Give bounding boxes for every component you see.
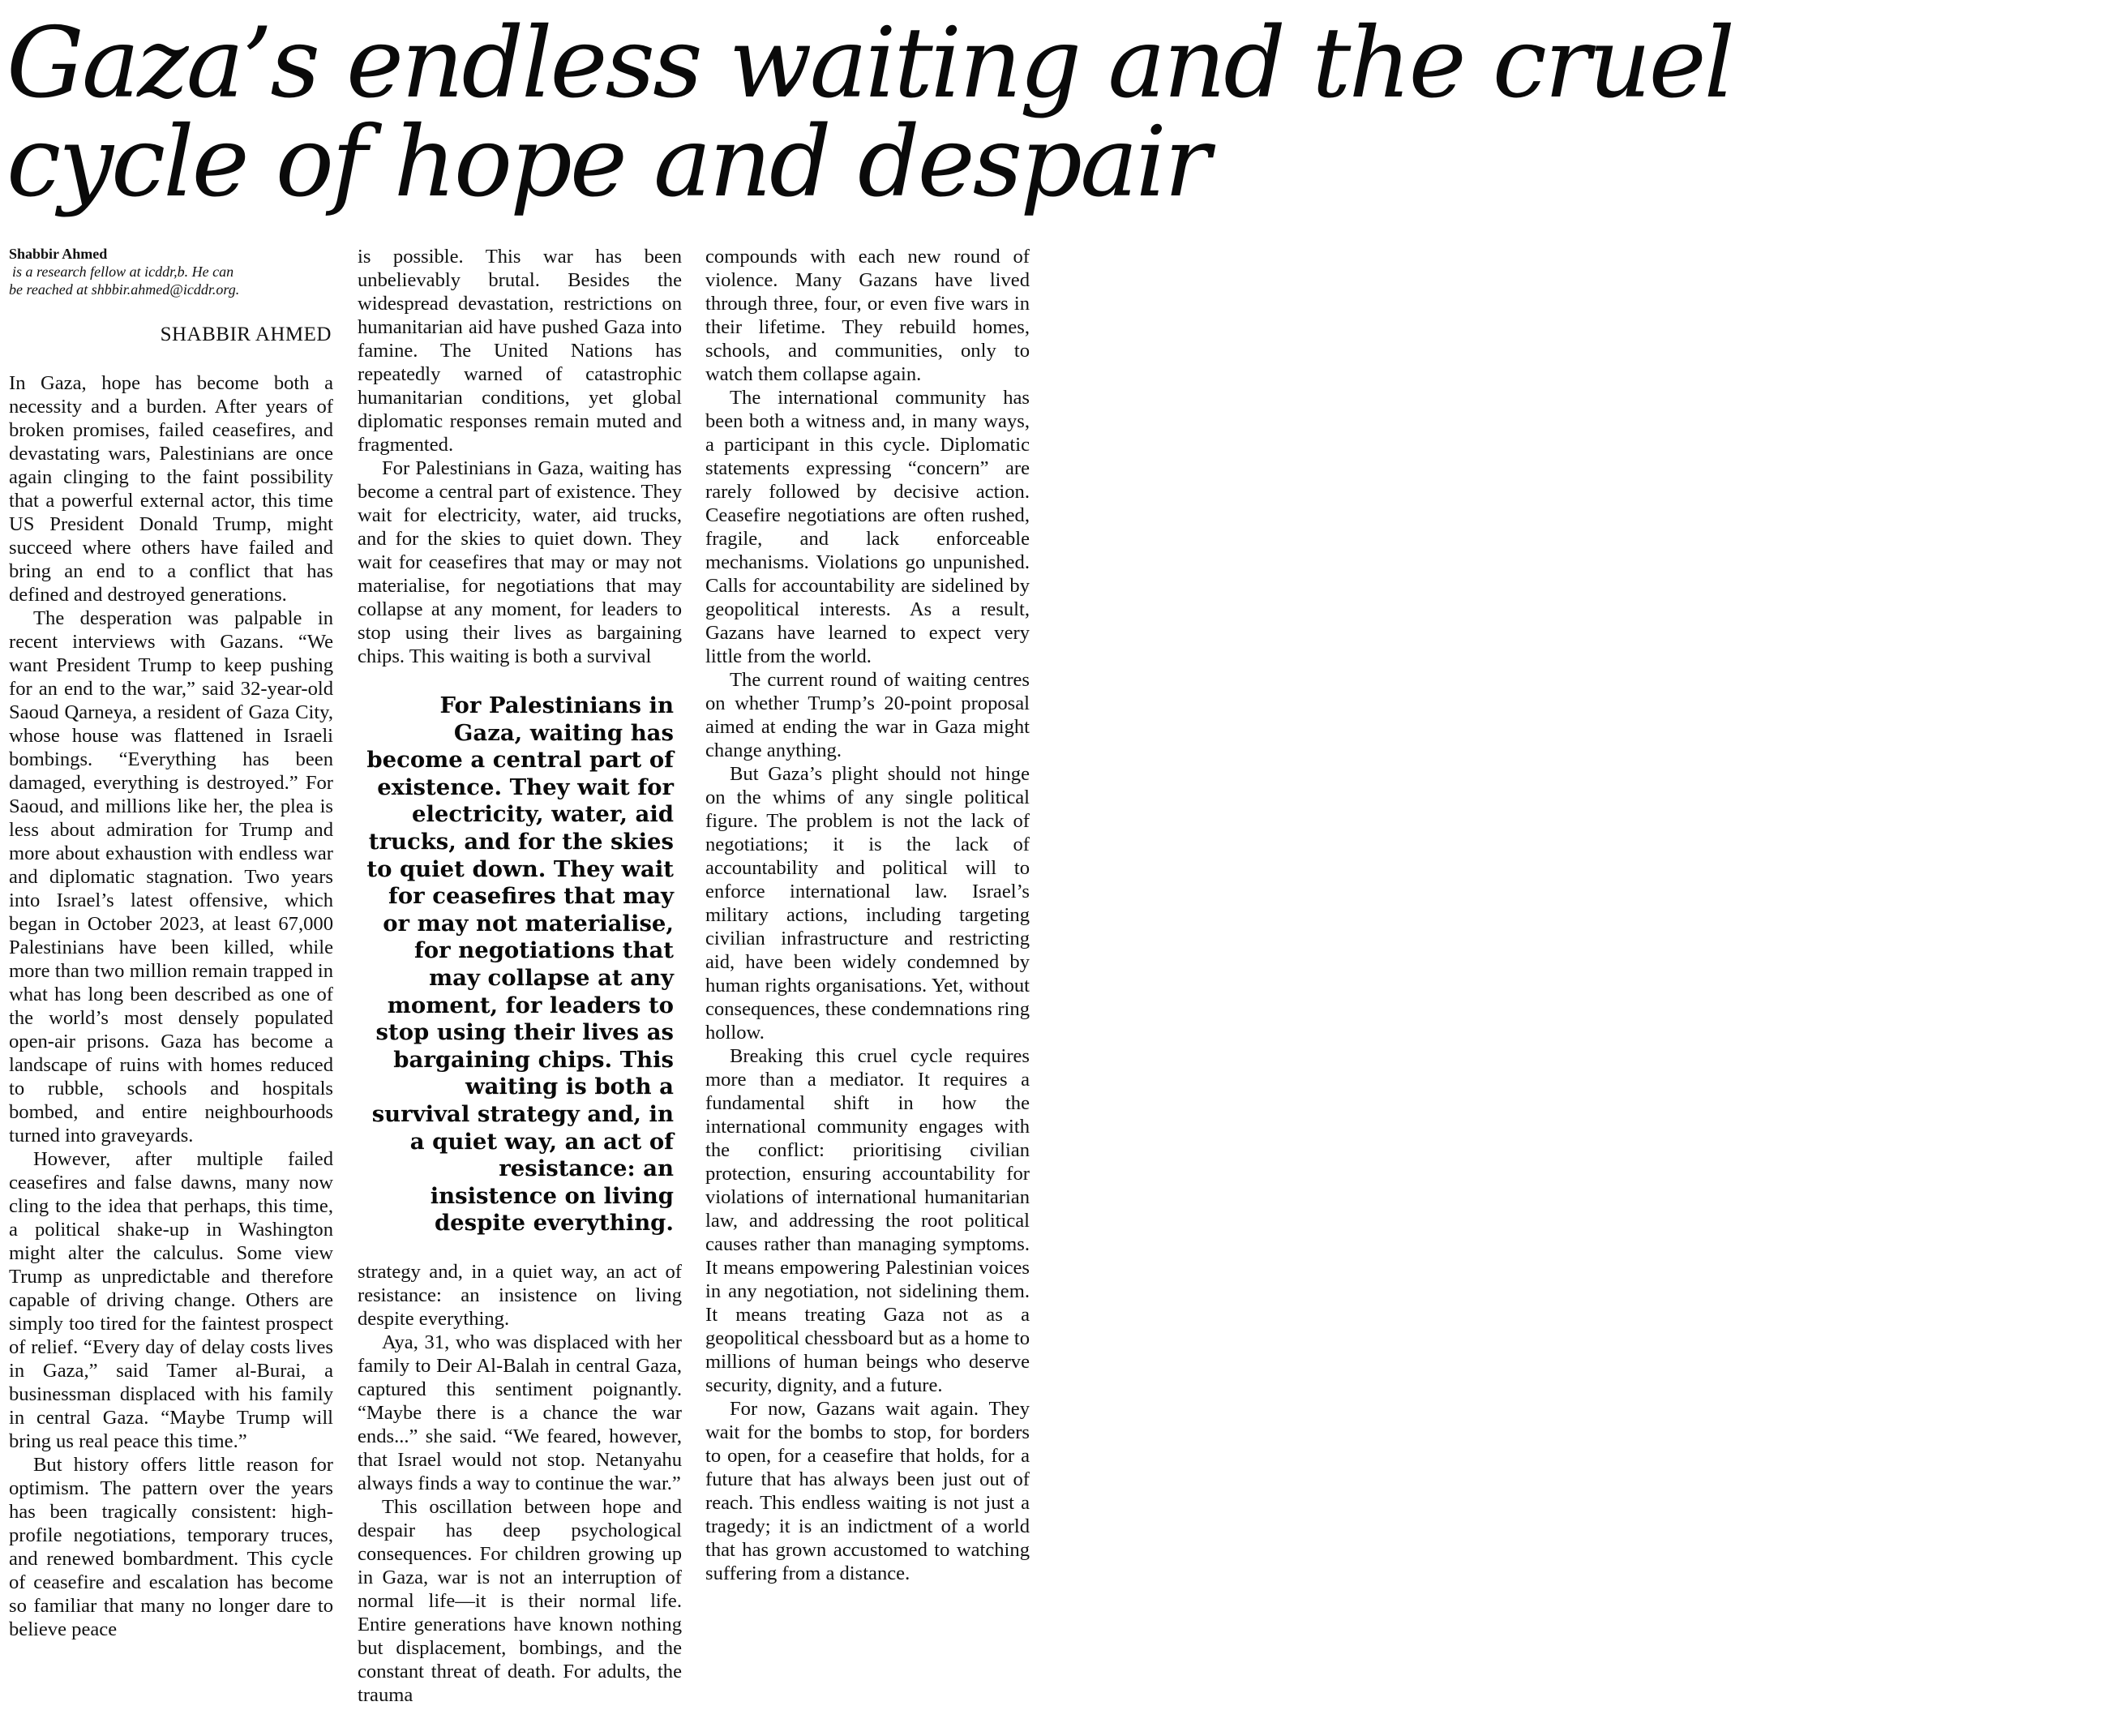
paragraph: This oscillation between hope and despair has deep psychological consequences. For children growing up in Gaza, war is not an interruption of normal life—it is their normal life. Entire generations have known nothing but displacement, bombings, and the constant threat of death. For adults, the trauma — [358, 1495, 682, 1706]
byline: SHABBIR AHMED — [160, 324, 332, 345]
paragraph: The international community has been both a witness and, in many ways, a participant in this cycle. Diplomatic statements expressing “concern” are rarely followed by decisive action. Ceasefire negotiations are often rushed, fragile, and lack enforceable mechanisms. Violations go unpunished. Calls for accountability are sidelined by geopolitical interests. As a result, Gazans have learned to expect very little from the world. — [705, 387, 1030, 667]
paragraph: However, after multiple failed ceasefires and false dawns, many now cling to the idea that perhaps, this time, a political shake-up in Washington might alter the calculus. Some view Trump as unpredictable and therefore capable of driving change. Others are simply too tired for the faintest prospect of relief. “Every day of delay costs lives in Gaza,” said Tamer al-Burai, a businessman displaced with his family in central Gaza. “Maybe Trump will bring us real peace this time.” — [9, 1148, 333, 1452]
column-3 — [705, 245, 1030, 1585]
pull-quote: For Palestinians in Gaza, waiting has become a central part of existence. They wait for electricity, water, aid trucks, and for the skies to quiet down. They wait for ceasefires that may or may not materialise, for negotiations that may collapse at any moment, for leaders to stop using their lives as bargaining chips. This waiting is both a survival strategy and, in a quiet way, an act of resistance: an insistence on living despite everything. — [366, 692, 674, 1237]
column-1 — [9, 245, 333, 1641]
paragraph: For now, Gazans wait again. They wait for the bombs to stop, for borders to open, for a ceasefire that holds, for a future that has always been just out of reach. This endless waiting is not just a tragedy; it is an indictment of a world that has grown accustomed to watching suffering from a distance. — [705, 1398, 1030, 1584]
paragraph: The desperation was palpable in recent interviews with Gazans. “We want President Trump to keep pushing for an end to the war,” said 32-year-old Saoud Qarneya, a resident of Gaza City, whose house was flattened in Israeli bombings. “Everything has been damaged, everything is destroyed.” For Saoud, and millions like her, the plea is less about admiration for Trump and more about exhaustion with endless war and diplomatic stagnation. Two years into Israel’s latest offensive, which began in October 2023, at least 67,000 Palestinians have been killed, while more than two million remain trapped in what has long been described as one of the world’s most densely populated open-air prisons. Gaza has become a landscape of ruins with homes reduced to rubble, schools and hospitals bombed, and entire neighbourhoods turned into graveyards. — [9, 607, 333, 1147]
author-name: Shabbir Ahmed — [9, 246, 108, 262]
paragraph: compounds with each new round of violence. Many Gazans have lived through three, four, or even five wars in their lifetime. They rebuild homes, schools, and communities, only to watch them collapse again. — [705, 246, 1030, 385]
headline: Gaza’s endless waiting and the cruel cycle of hope and despair — [6, 7, 1733, 219]
author-bio-line-1: is a research fellow at icddr,b. He can — [12, 264, 234, 280]
paragraph: For Palestinians in Gaza, waiting has become a central part of existence. They wait for electricity, water, aid trucks, and for the skies to quiet down. They wait for ceasefires that may or may not materialise, for negotiations that may collapse at any moment, for leaders to stop using their lives as bargaining chips. This waiting is both a survival — [358, 457, 682, 667]
author-bio-line-2: be reached at shbbir.ahmed@icddr.org. — [9, 281, 240, 298]
paragraph: strategy and, in a quiet way, an act of resistance: an insistence on living despite everything. — [358, 1260, 682, 1330]
column-2 — [358, 245, 682, 1707]
paragraph: In Gaza, hope has become both a necessity and a burden. After years of broken promises, failed ceasefires, and devastating wars, Palestinians are once again clinging to the faint possibility that a powerful external actor, this time US President Donald Trump, might succeed where others have failed and bring an end to a conflict that has defined and destroyed generations. — [9, 372, 333, 606]
paragraph: Breaking this cruel cycle requires more than a mediator. It requires a fundamental shift in how the international community engages with the conflict: prioritising civilian protection, ensuring accountability for violations of international humanitarian law, and addressing the root political causes rather than managing symptoms. It means empowering Palestinian voices in any negotiation, not sidelining them. It means treating Gaza not as a geopolitical chessboard but as a home to millions of human beings who deserve security, dignity, and a future. — [705, 1045, 1030, 1396]
paragraph: But history offers little reason for optimism. The pattern over the years has been tragically consistent: high-profile negotiations, temporary truces, and renewed bombardment. This cycle of ceasefire and escalation has become so familiar that many no longer dare to believe peace — [9, 1454, 333, 1640]
paragraph: is possible. This war has been unbelievably brutal. Besides the widespread devastation, restrictions on humanitarian aid have pushed Gaza into famine. The United Nations has repeatedly warned of catastrophic humanitarian conditions, yet global diplomatic responses remain muted and fragmented. — [358, 246, 682, 456]
paragraph: The current round of waiting centres on whether Trump’s 20-point proposal aimed at ending the war in Gaza might change anything. — [705, 669, 1030, 761]
paragraph: But Gaza’s plight should not hinge on the whims of any single political figure. The problem is not the lack of negotiations; it is the lack of accountability and political will to enforce international law. Israel’s military actions, including targeting civilian infrastructure and restricting aid, have been widely condemned by human rights organisations. Yet, without consequences, these condemnations ring hollow. — [705, 763, 1030, 1044]
paragraph: Aya, 31, who was displaced with her family to Deir Al-Balah in central Gaza, captured this sentiment poignantly. “Maybe there is a chance the war ends...” she said. “We feared, however, that Israel would not stop. Netanyahu always finds a way to continue the war.” — [358, 1331, 682, 1494]
